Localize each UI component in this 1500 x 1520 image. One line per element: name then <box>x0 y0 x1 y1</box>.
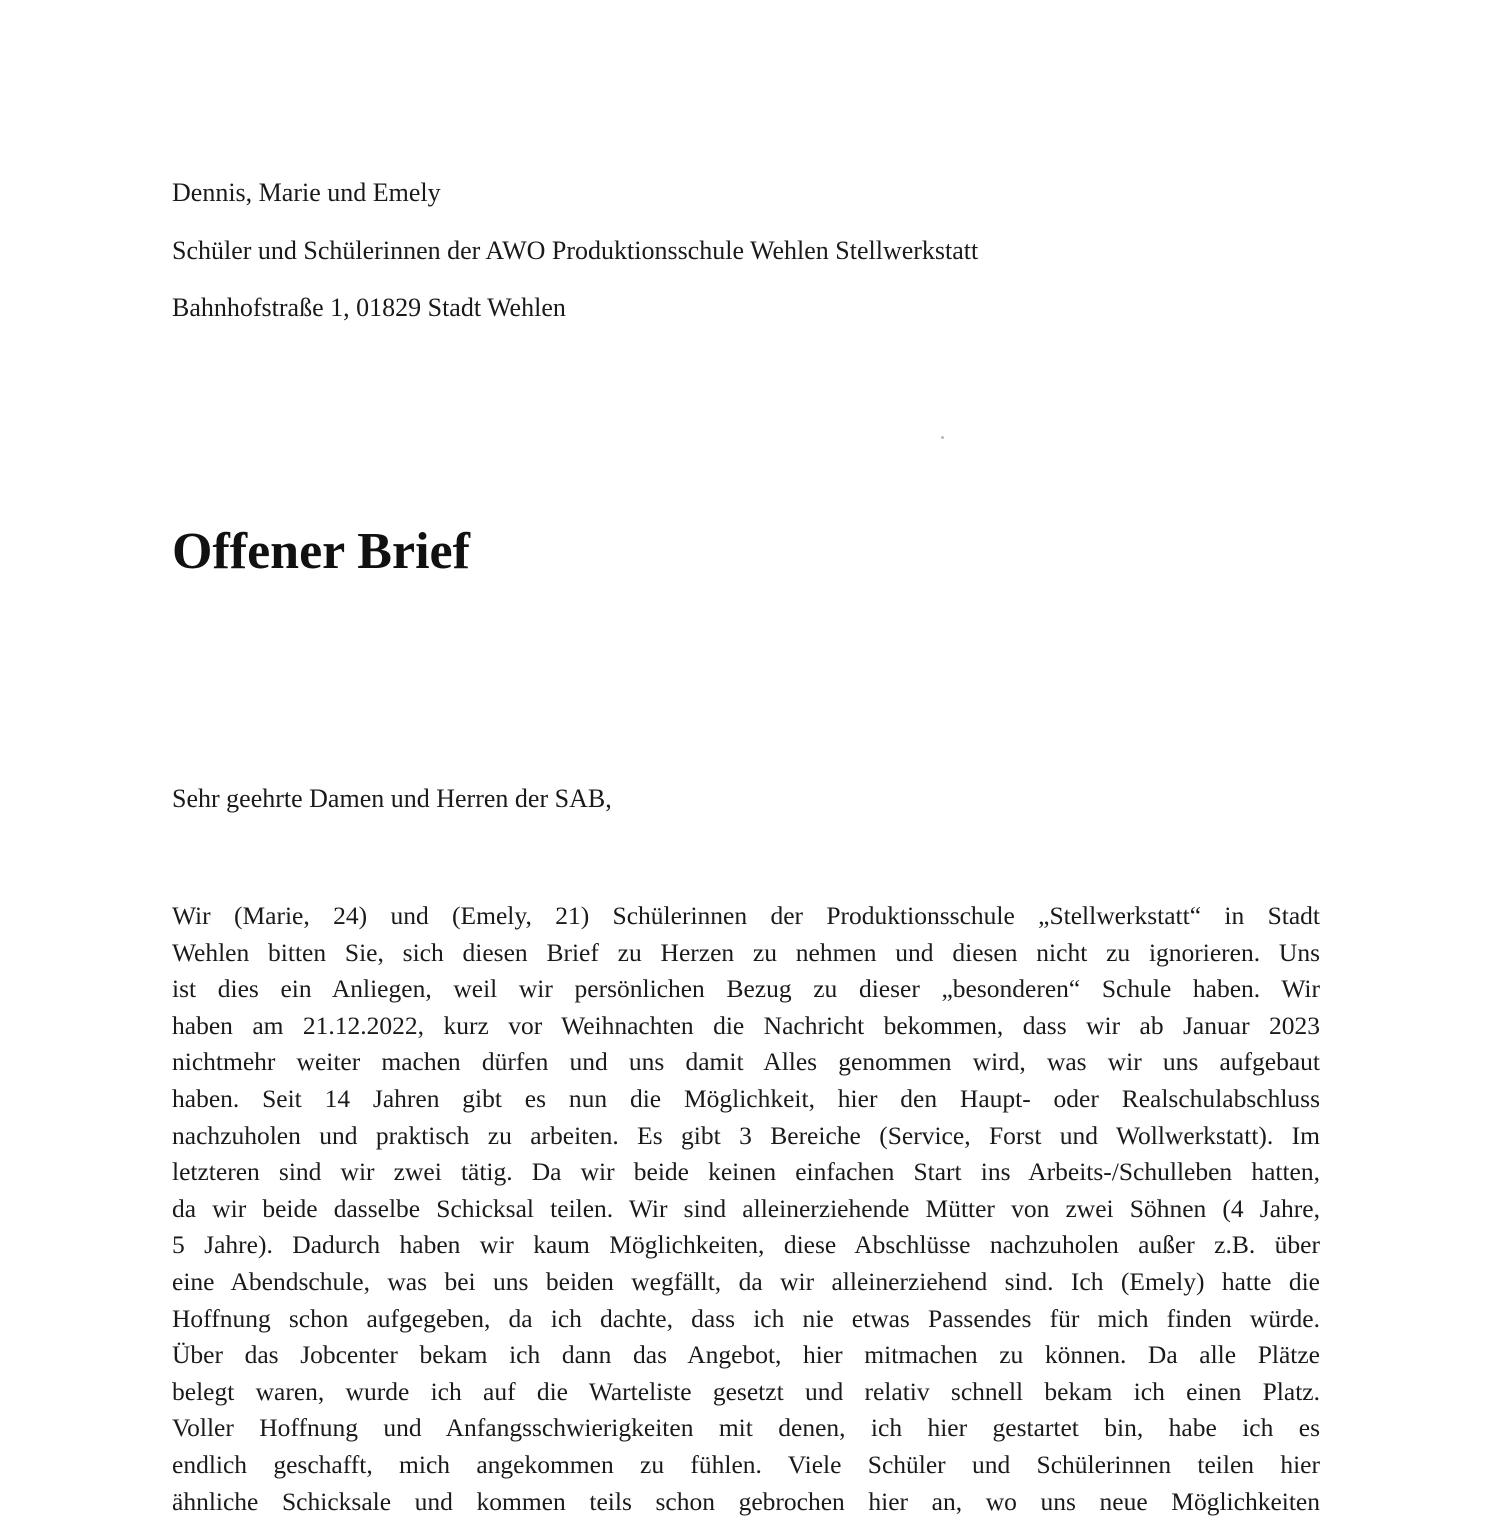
sender-names: Dennis, Marie und Emely <box>172 178 441 208</box>
sender-affiliation: Schüler und Schülerinnen der AWO Produktionsschule Wehlen Stellwerkstatt <box>172 236 978 266</box>
body-line: 5 Jahre). Dadurch haben wir kaum Möglichkeiten, diese Abschlüsse nachzuholen außer z.B. über <box>172 1227 1320 1264</box>
body-line: Hoffnung schon aufgegeben, da ich dachte, dass ich nie etwas Passendes für mich finden würde. <box>172 1301 1320 1338</box>
sender-address: Bahnhofstraße 1, 01829 Stadt Wehlen <box>172 293 566 323</box>
letter-title: Offener Brief <box>172 522 470 581</box>
salutation: Sehr geehrte Damen und Herren der SAB, <box>172 784 612 814</box>
body-line: haben. Seit 14 Jahren gibt es nun die Möglichkeit, hier den Haupt- oder Realschulabschluss <box>172 1081 1320 1118</box>
body-line: nachzuholen und praktisch zu arbeiten. Es gibt 3 Bereiche (Service, Forst und Wollwerkstatt). Im <box>172 1118 1320 1155</box>
letter-body <box>172 898 1320 1520</box>
body-line: belegt waren, wurde ich auf die Warteliste gesetzt und relativ schnell bekam ich einen Platz. <box>172 1374 1320 1411</box>
body-line: endlich geschafft, mich angekommen zu fühlen. Viele Schüler und Schülerinnen teilen hier <box>172 1447 1320 1484</box>
body-line: eine Abendschule, was bei uns beiden wegfällt, da wir alleinerziehend sind. Ich (Emely) hatte die <box>172 1264 1320 1301</box>
body-line: nichtmehr weiter machen dürfen und uns damit Alles genommen wird, was wir uns aufgebaut <box>172 1044 1320 1081</box>
scan-speck <box>941 436 944 439</box>
body-line: letzteren sind wir zwei tätig. Da wir beide keinen einfachen Start ins Arbeits-/Schulleben hatten, <box>172 1154 1320 1191</box>
body-line: da wir beide dasselbe Schicksal teilen. Wir sind alleinerziehende Mütter von zwei Söhnen (4 Jahre, <box>172 1191 1320 1228</box>
body-line: Über das Jobcenter bekam ich dann das Angebot, hier mitmachen zu können. Da alle Plätze <box>172 1337 1320 1374</box>
body-line: Voller Hoffnung und Anfangsschwierigkeiten mit denen, ich hier gestartet bin, habe ich es <box>172 1410 1320 1447</box>
body-line: Wir (Marie, 24) und (Emely, 21) Schülerinnen der Produktionsschule „Stellwerkstatt“ in Stadt <box>172 898 1320 935</box>
body-line: ähnliche Schicksale und kommen teils schon gebrochen hier an, wo uns neue Möglichkeiten <box>172 1484 1320 1520</box>
body-line: haben am 21.12.2022, kurz vor Weihnachten die Nachricht bekommen, dass wir ab Januar 2023 <box>172 1008 1320 1045</box>
body-line: Wehlen bitten Sie, sich diesen Brief zu Herzen zu nehmen und diesen nicht zu ignorieren. Uns <box>172 935 1320 972</box>
body-line: ist dies ein Anliegen, weil wir persönlichen Bezug zu dieser „besonderen“ Schule haben. Wir <box>172 971 1320 1008</box>
